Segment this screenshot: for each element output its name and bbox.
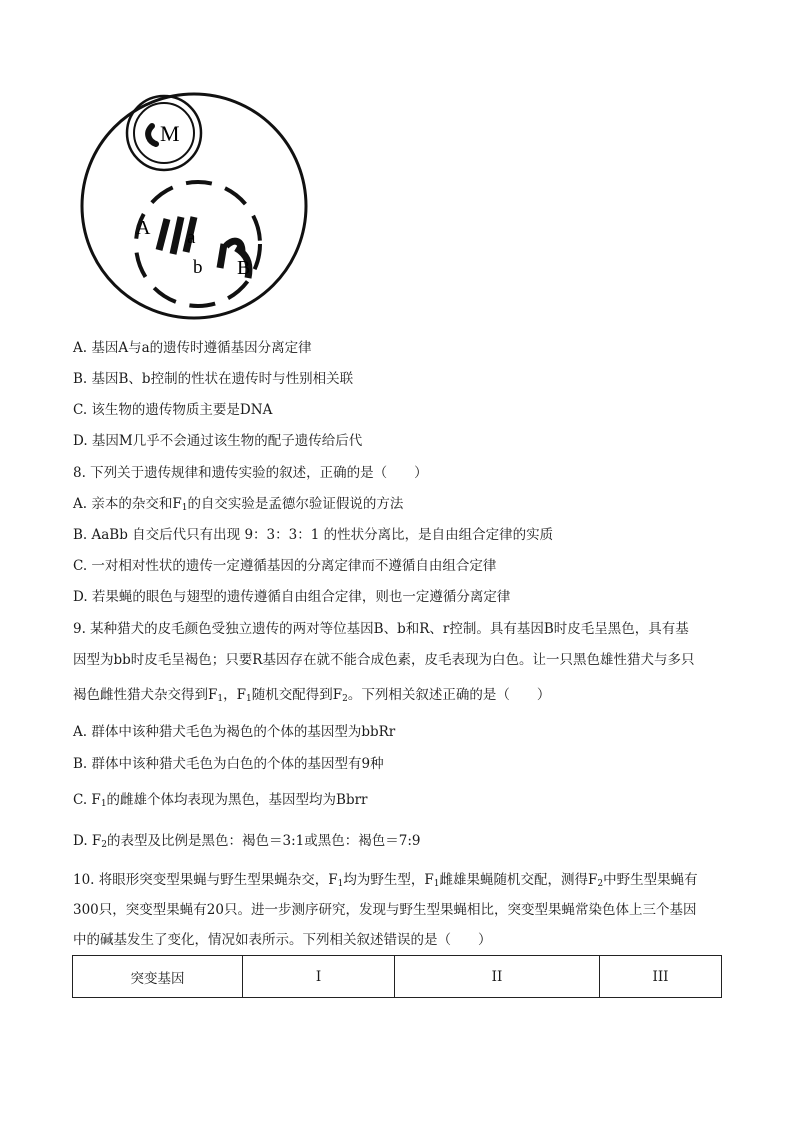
q10-stem-line2: 300只，突变型果蝇有20只。进一步测序研究，发现与野生型果蝇相比，突变型果蝇常染色体上三个基因 — [73, 902, 697, 918]
q7-option-c: C. 该生物的遗传物质主要是DNA — [73, 402, 273, 418]
q9-option-a: A. 群体中该种猎犬毛色为褐色的个体的基因型为bbRr — [73, 724, 396, 740]
q10-stem-line3: 中的碱基发生了变化，情况如表所示。下列相关叙述错误的是（ ） — [73, 932, 492, 948]
q9-option-c: C. $F_1$的雌雄个体均表现为黑色，基因型均为Bbrr — [73, 792, 368, 809]
q10-stem-line1: 10. 将眼形突变型果蝇与野生型果蝇杂交，$F_1$均为野生型，$F_1$雌雄果蝇随机交配，测得$F_2$中野生型果蝇有 — [73, 872, 698, 889]
label-a: a — [187, 227, 196, 248]
q9-stem-line3: 褐色雌性猎犬杂交得到$F_1$，$F_1$随机交配得到$F_2$。下列相关叙述正确的是（ ） — [73, 687, 551, 704]
mutation-table — [72, 955, 722, 998]
table-row — [73, 956, 722, 998]
label-A: A — [136, 217, 151, 239]
organelle-chromosome — [148, 126, 156, 144]
table-header-cell: III — [600, 956, 722, 998]
q8-stem: 8. 下列关于遗传规律和遗传实验的叙述，正确的是（ ） — [73, 465, 428, 481]
q9-option-d: D. $F_2$的表型及比例是黑色：褐色＝3:1或黑色：褐色＝7:9 — [73, 833, 421, 850]
cell-diagram — [74, 86, 314, 326]
chromosome-A — [159, 219, 167, 250]
q9-stem-line1: 9. 某种猎犬的皮毛颜色受独立遗传的两对等位基因B、b和R、r控制。具有基因B时皮毛呈黑色，具有基 — [73, 621, 689, 637]
table-header-cell: 突变基因 — [73, 956, 243, 998]
chromosome-a1 — [173, 217, 181, 254]
q8-option-c: C. 一对相对性状的遗传一定遵循基因的分离定律而不遵循自由组合定律 — [73, 558, 497, 574]
label-M: M — [160, 121, 180, 146]
q9-stem-line2: 因型为bb时皮毛呈褐色；只要R基因存在就不能合成色素，皮毛表现为白色。让一只黑色雄性猎犬与多只 — [73, 652, 695, 668]
q8-option-a: A. 亲本的杂交和$F_1$的自交实验是孟德尔验证假说的方法 — [73, 496, 404, 513]
table-header-cell: I — [243, 956, 395, 998]
label-B: B — [237, 257, 251, 279]
label-b: b — [193, 257, 203, 278]
q8-option-d: D. 若果蝇的眼色与翅型的遗传遵循自由组合定律，则也一定遵循分离定律 — [73, 589, 511, 605]
q9-option-b: B. 群体中该种猎犬毛色为白色的个体的基因型有9种 — [73, 756, 384, 772]
q7-option-b: B. 基因B、b控制的性状在遗传时与性别相关联 — [73, 371, 354, 387]
q7-option-a: A. 基因A与a的遗传时遵循基因分离定律 — [73, 340, 312, 356]
q7-option-d: D. 基因M几乎不会通过该生物的配子遗传给后代 — [73, 433, 363, 449]
q8-option-b: B. AaBb 自交后代只有出现 9：3：3：1 的性状分离比，是自由组合定律的实质 — [73, 527, 554, 543]
table-header-cell: II — [395, 956, 600, 998]
